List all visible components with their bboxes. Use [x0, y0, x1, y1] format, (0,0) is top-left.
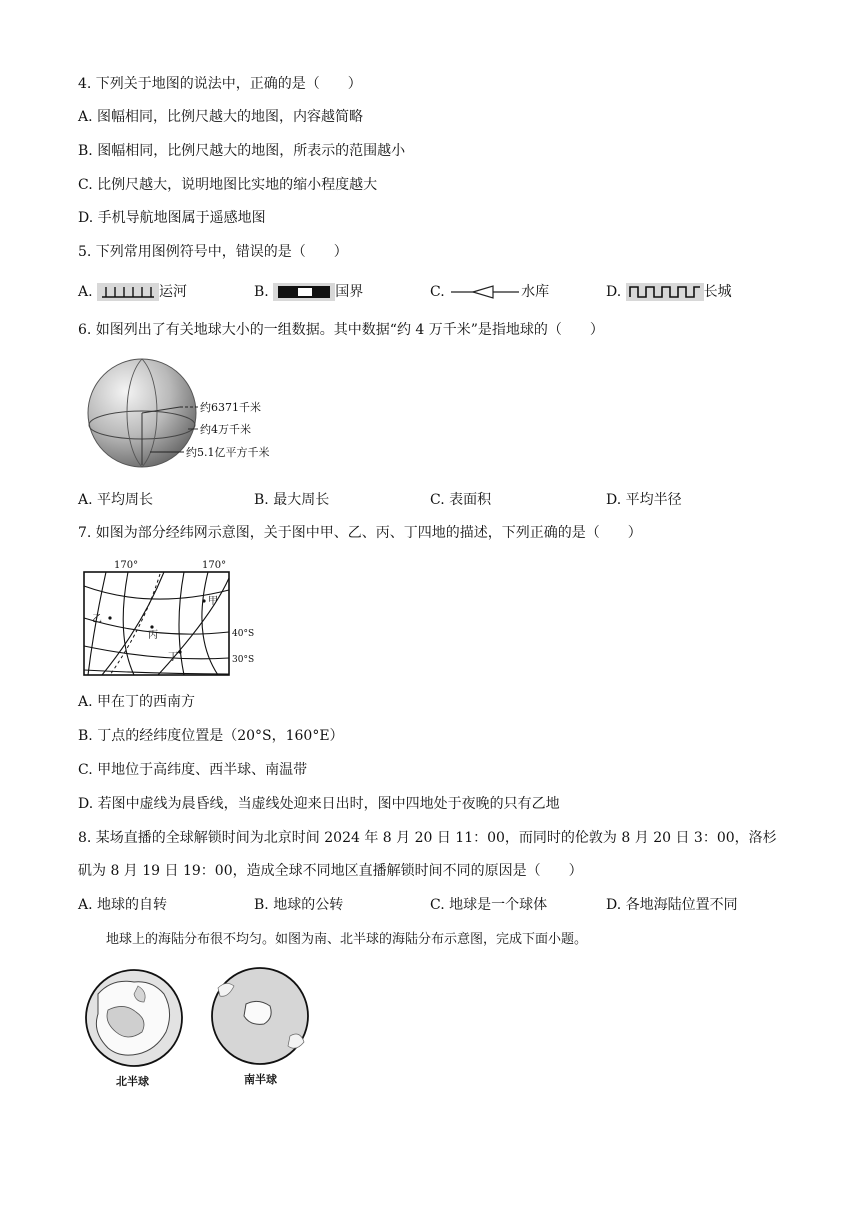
circumference-label: 约4万千米	[200, 423, 251, 436]
q8-option-c: C. 地球是一个球体	[430, 897, 548, 913]
q6-stem: 6. 如图列出了有关地球大小的一组数据。其中数据“约 4 万千米”是指地球的（ ）	[78, 322, 604, 338]
lat-label-40s: 40°S	[232, 629, 255, 639]
earth-size-figure	[84, 355, 284, 474]
place-bing: 丙	[148, 630, 158, 641]
place-yi: 乙	[92, 614, 102, 625]
hemisphere-figures	[78, 958, 328, 1097]
q7-option-a: A. 甲在丁的西南方	[78, 694, 196, 710]
q7-option-c: C. 甲地位于高纬度、西半球、南温带	[78, 762, 308, 778]
q6-option-a: A. 平均周长	[78, 492, 154, 508]
q8-stem-line2: 矶为 8 月 19 日 19：00，造成全球不同地区直播解锁时间不同的原因是（ ）	[78, 863, 583, 879]
q6-options	[78, 489, 778, 511]
reservoir-symbol-icon	[449, 283, 521, 301]
q5-option-b: B. 国界	[254, 284, 364, 300]
q5-option-a: A. 运河	[78, 284, 188, 300]
graticule-figure	[80, 556, 270, 685]
q6-option-d: D. 平均半径	[606, 492, 682, 508]
q5-option-d: D. 长城	[606, 284, 732, 300]
q8-stem-line1: 8. 某场直播的全球解锁时间为北京时间 2024 年 8 月 20 日 11：00，而同时的伦敦为 8 月 20 日 3：00，洛杉	[78, 830, 777, 846]
q4-option-a: A. 图幅相同，比例尺越大的地图，内容越简略	[78, 109, 364, 125]
q8-option-b: B. 地球的公转	[254, 897, 344, 913]
place-ding: 丁	[168, 652, 178, 663]
q6-option-b: B. 最大周长	[254, 492, 330, 508]
q7-stem: 7. 如图为部分经纬网示意图，关于图中甲、乙、丙、丁四地的描述，下列正确的是（ ）	[78, 525, 642, 541]
graticule-diagram	[80, 556, 270, 681]
south-hemisphere-label: 南半球	[244, 1073, 277, 1086]
q4-stem: 4. 下列关于地图的说法中，正确的是（ ）	[78, 76, 362, 92]
q4-option-c: C. 比例尺越大，说明地图比实地的缩小程度越大	[78, 177, 378, 193]
q5-options	[78, 281, 778, 303]
q5-option-c: C. 水库	[430, 284, 550, 300]
q5-stem: 5. 下列常用图例符号中，错误的是（ ）	[78, 244, 348, 260]
lon-label-left: 170°	[114, 560, 139, 571]
q8-options	[78, 894, 778, 916]
great-wall-symbol-icon	[626, 283, 704, 301]
surface-area-label: 约5.1亿平方千米	[186, 446, 270, 459]
q4-option-d: D. 手机导航地图属于遥感地图	[78, 210, 266, 226]
earth-globe-diagram	[84, 355, 284, 470]
north-hemisphere-map	[86, 970, 182, 1088]
q8-option-d: D. 各地海陆位置不同	[606, 897, 738, 913]
lon-label-right: 170°	[202, 560, 227, 571]
hemisphere-diagram	[78, 958, 328, 1093]
south-hemisphere-map	[212, 968, 308, 1086]
radius-label: 约6371千米	[200, 401, 261, 414]
place-jia: 甲	[208, 596, 218, 607]
q7-option-d: D. 若图中虚线为晨昏线，当虚线处迎来日出时，图中四地处于夜晚的只有乙地	[78, 796, 560, 812]
q7-option-b: B. 丁点的经纬度位置是（20°S，160°E）	[78, 728, 344, 744]
hemisphere-intro: 地球上的海陆分布很不均匀。如图为南、北半球的海陆分布示意图，完成下面小题。	[106, 932, 588, 947]
q4-option-b: B. 图幅相同，比例尺越大的地图，所表示的范围越小	[78, 143, 406, 159]
q6-option-c: C. 表面积	[430, 492, 492, 508]
q8-option-a: A. 地球的自转	[78, 897, 168, 913]
canal-symbol-icon	[97, 283, 159, 301]
north-hemisphere-label: 北半球	[116, 1075, 149, 1088]
lat-label-30s: 30°S	[232, 655, 255, 665]
boundary-symbol-icon	[273, 283, 335, 301]
